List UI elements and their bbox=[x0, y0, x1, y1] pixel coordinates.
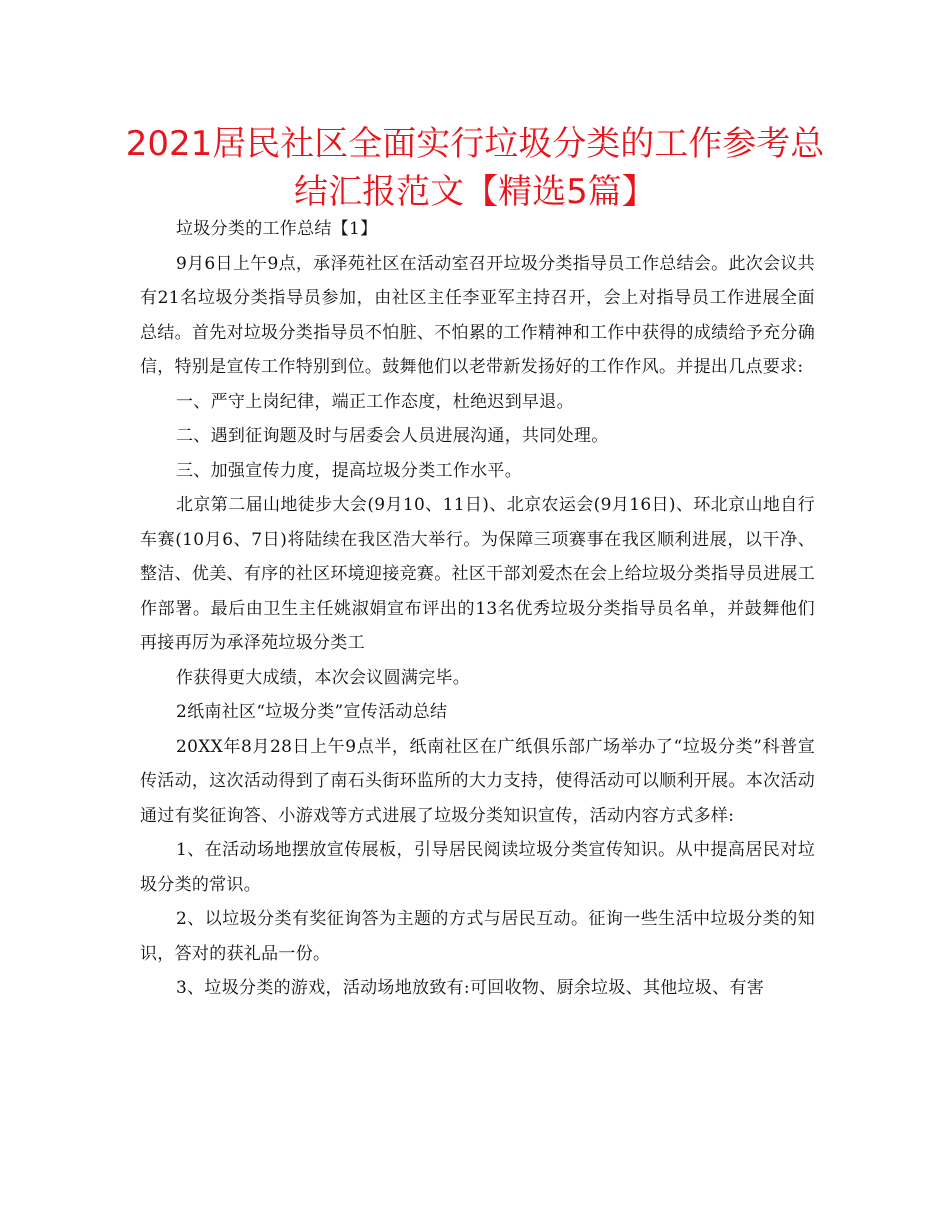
paragraph-activity: 20XX年8月28日上午9点半，纸南社区在广纸俱乐部广场举办了“垃圾分类”科普宣传活动，这次活动得到了南石头街环监所的大力支持，使得活动可以顺利开展。本次活动通过有奖征询答、小游戏等方式进展了垃圾分类知识宣传，活动内容方式多样: bbox=[140, 736, 815, 826]
paragraph-meeting: 9月6日上午9点，承泽苑社区在活动室召开垃圾分类指导员工作总结会。此次会议共有21名垃圾分类指导员参加，由社区主任李亚军主持召开，会上对指导员工作进展全面总结。首先对垃圾分类指导员不怕脏、不怕累的工作精神和工作中获得的成绩给予充分确信，特别是宣传工作特别到位。鼓舞他们以老带新发扬好的工作作风。并提出几点要求: bbox=[140, 253, 815, 377]
list-item-2: 二、遇到征询题及时与居委会人员进展沟通，共同处理。 bbox=[176, 426, 609, 446]
section-heading-1: 垃圾分类的工作总结【1】 bbox=[176, 219, 378, 239]
activity-item-2: 2、以垃圾分类有奖征询答为主题的方式与居民互动。征询一些生活中垃圾分类的知识，答对的获礼品一份。 bbox=[140, 909, 815, 964]
title-line-1: 2021居民社区全面实行垃圾分类的工作参考总 bbox=[125, 124, 825, 164]
list-item-1: 一、严守上岗纪律，端正工作态度，杜绝迟到早退。 bbox=[176, 391, 574, 412]
paragraph-events-end: 作获得更大成绩，本次会议圆满完毕。 bbox=[176, 667, 471, 688]
list-item-3: 三、加强宣传力度，提高垃圾分类工作水平。 bbox=[176, 460, 522, 481]
section-heading-2: 2纸南社区“垃圾分类”宣传活动总结 bbox=[176, 702, 448, 722]
title-line-2: 结汇报范文【精选5篇】 bbox=[294, 172, 656, 212]
document-body bbox=[140, 212, 815, 1006]
activity-item-1: 1、在活动场地摆放宣传展板，引导居民阅读垃圾分类宣传知识。从中提高居民对垃圾分类的常识。 bbox=[140, 840, 815, 895]
document-title bbox=[60, 120, 890, 216]
activity-item-3: 3、垃圾分类的游戏，活动场地放致有:可回收物、厨余垃圾、其他垃圾、有害 bbox=[176, 978, 765, 998]
paragraph-events: 北京第二届山地徒步大会(9月10、11日)、北京农运会(9月16日)、环北京山地自行车赛(10月6、7日)将陆续在我区浩大举行。为保障三项赛事在我区顺利进展，以干净、整洁、优美、有序的社区环境迎接竞赛。社区干部刘爱杰在会上给垃圾分类指导员进展工作部署。最后由卫生主任姚淑娟宣布评出的13名优秀垃圾分类指导员名单，并鼓舞他们再接再厉为承泽苑垃圾分类工 bbox=[140, 495, 815, 653]
